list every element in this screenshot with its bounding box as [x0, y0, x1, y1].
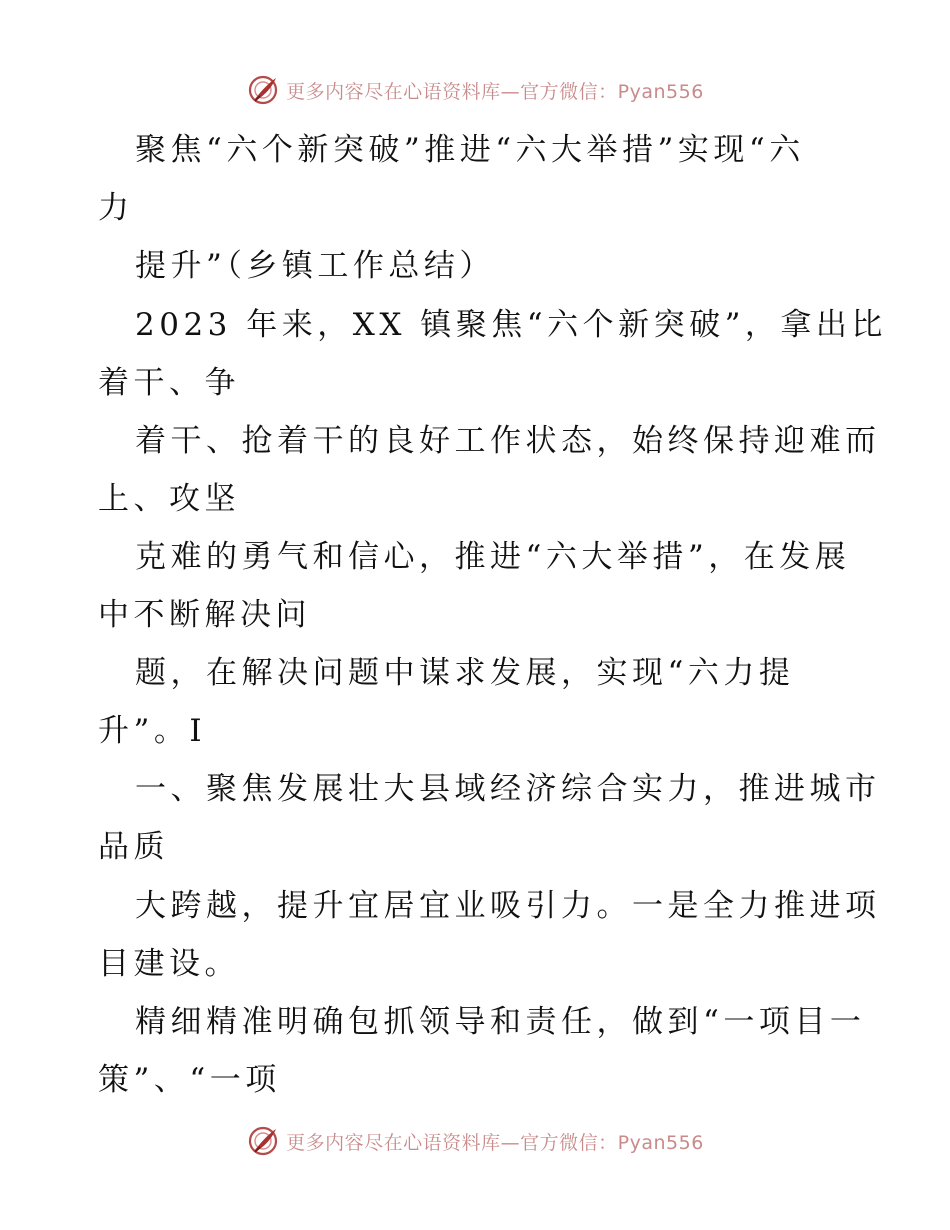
text-line: 策”、“一项	[98, 1062, 281, 1098]
text-line: 力	[98, 190, 134, 226]
text-line: 精细精准明确包抓领导和责任，做到“一项目一	[135, 1004, 866, 1040]
text-line: 升”。I	[98, 713, 207, 749]
watermark-footer	[0, 1121, 950, 1161]
text-line: 着干、争	[98, 365, 240, 401]
quill-logo-icon	[246, 73, 280, 107]
watermark-text: 更多内容尽在心语资料库—官方微信：Pyan556	[286, 1131, 704, 1154]
text-line: 题，在解决问题中谋求发展，实现“六力提	[135, 655, 795, 691]
text-line: 上、攻坚	[98, 481, 240, 517]
text-line: 克难的勇气和信心，推进“六大举措”，在发展	[135, 539, 851, 575]
watermark-header	[0, 70, 950, 110]
text-line: 一、聚焦发展壮大县域经济综合实力，推进城市	[135, 771, 881, 807]
watermark-text: 更多内容尽在心语资料库—官方微信：Pyan556	[286, 80, 704, 103]
text-line: 目建设。	[98, 946, 240, 982]
text-line: 聚焦“六个新突破”推进“六大举措”实现“六	[135, 132, 805, 168]
text-line: 品质	[98, 829, 169, 865]
quill-logo-icon	[246, 1124, 280, 1158]
text-line: 提升”（乡镇工作总结）	[135, 248, 495, 284]
text-line: 着干、抢着干的良好工作状态，始终保持迎难而	[135, 423, 881, 459]
text-line: 中不断解决问	[98, 597, 311, 633]
text-line: 2023 年来，XX 镇聚焦“六个新突破”，拿出比	[135, 307, 887, 343]
text-line: 大跨越，提升宜居宜业吸引力。一是全力推进项	[135, 888, 881, 924]
